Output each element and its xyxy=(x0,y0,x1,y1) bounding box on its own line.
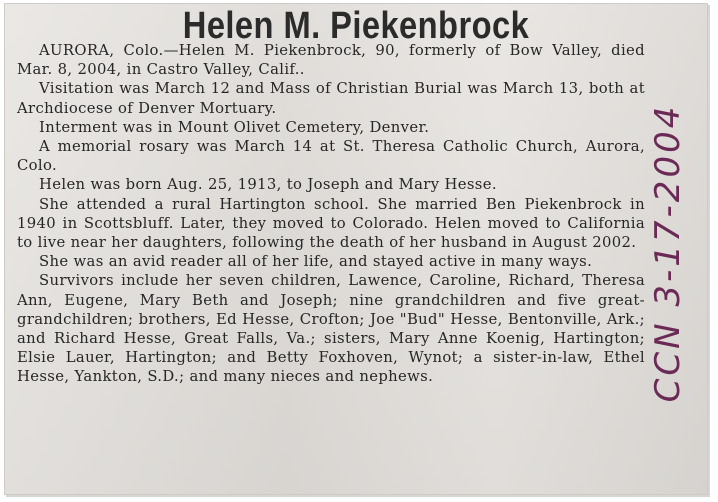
handwritten-date-note: CCN 3-17-2004 xyxy=(648,103,688,403)
paragraph-life: She attended a rural Hartington school. She married Ben Piekenbrock in 1940 in Scottsbluff. Later, they moved to Colorado. Helen moved to California to live near her daughters, following the death of her husband in August 2002. xyxy=(17,195,645,252)
paragraph-rosary: A memorial rosary was March 14 at St. Theresa Catholic Church, Aurora, Colo. xyxy=(17,138,645,175)
paragraph-interests: She was an avid reader all of her life, and stayed active in many ways. xyxy=(39,253,593,271)
paragraph-visitation: Visitation was March 12 and Mass of Christian Burial was March 13, both at Archdiocese of Denver Mortuary. xyxy=(17,80,645,117)
newspaper-clipping xyxy=(4,3,708,495)
obituary-headline: Helen M. Piekenbrock xyxy=(182,5,530,47)
obituary-body xyxy=(17,41,645,387)
paragraph-birth: Helen was born Aug. 25, 1913, to Joseph and Mary Hesse. xyxy=(39,176,497,194)
paragraph-interment: Interment was in Mount Olivet Cemetery, Denver. xyxy=(39,118,430,136)
paragraph-death-notice: AURORA, Colo.—Helen M. Piekenbrock, 90, formerly of Bow Valley, died Mar. 8, 2004, in Castro Valley, Calif.. xyxy=(17,42,645,79)
paragraph-survivors: Survivors include her seven children, Lawence, Caroline, Richard, Theresa Ann, Eugene, Mary Beth and Joseph; nine grandchildren and five great-grandchildren; brothers, Ed Hesse, Crofton; Joe "Bud" Hesse, Bentonville, Ark.; and Richard Hesse, Great Falls, Va.; sisters, Mary Anne Koenig, Hartington; Elsie Lauer, Hartington; and Betty Foxhoven, Wynot; a sister-in-law, Ethel Hesse, Yankton, S.D.; and many nieces and nephews. xyxy=(17,272,645,386)
